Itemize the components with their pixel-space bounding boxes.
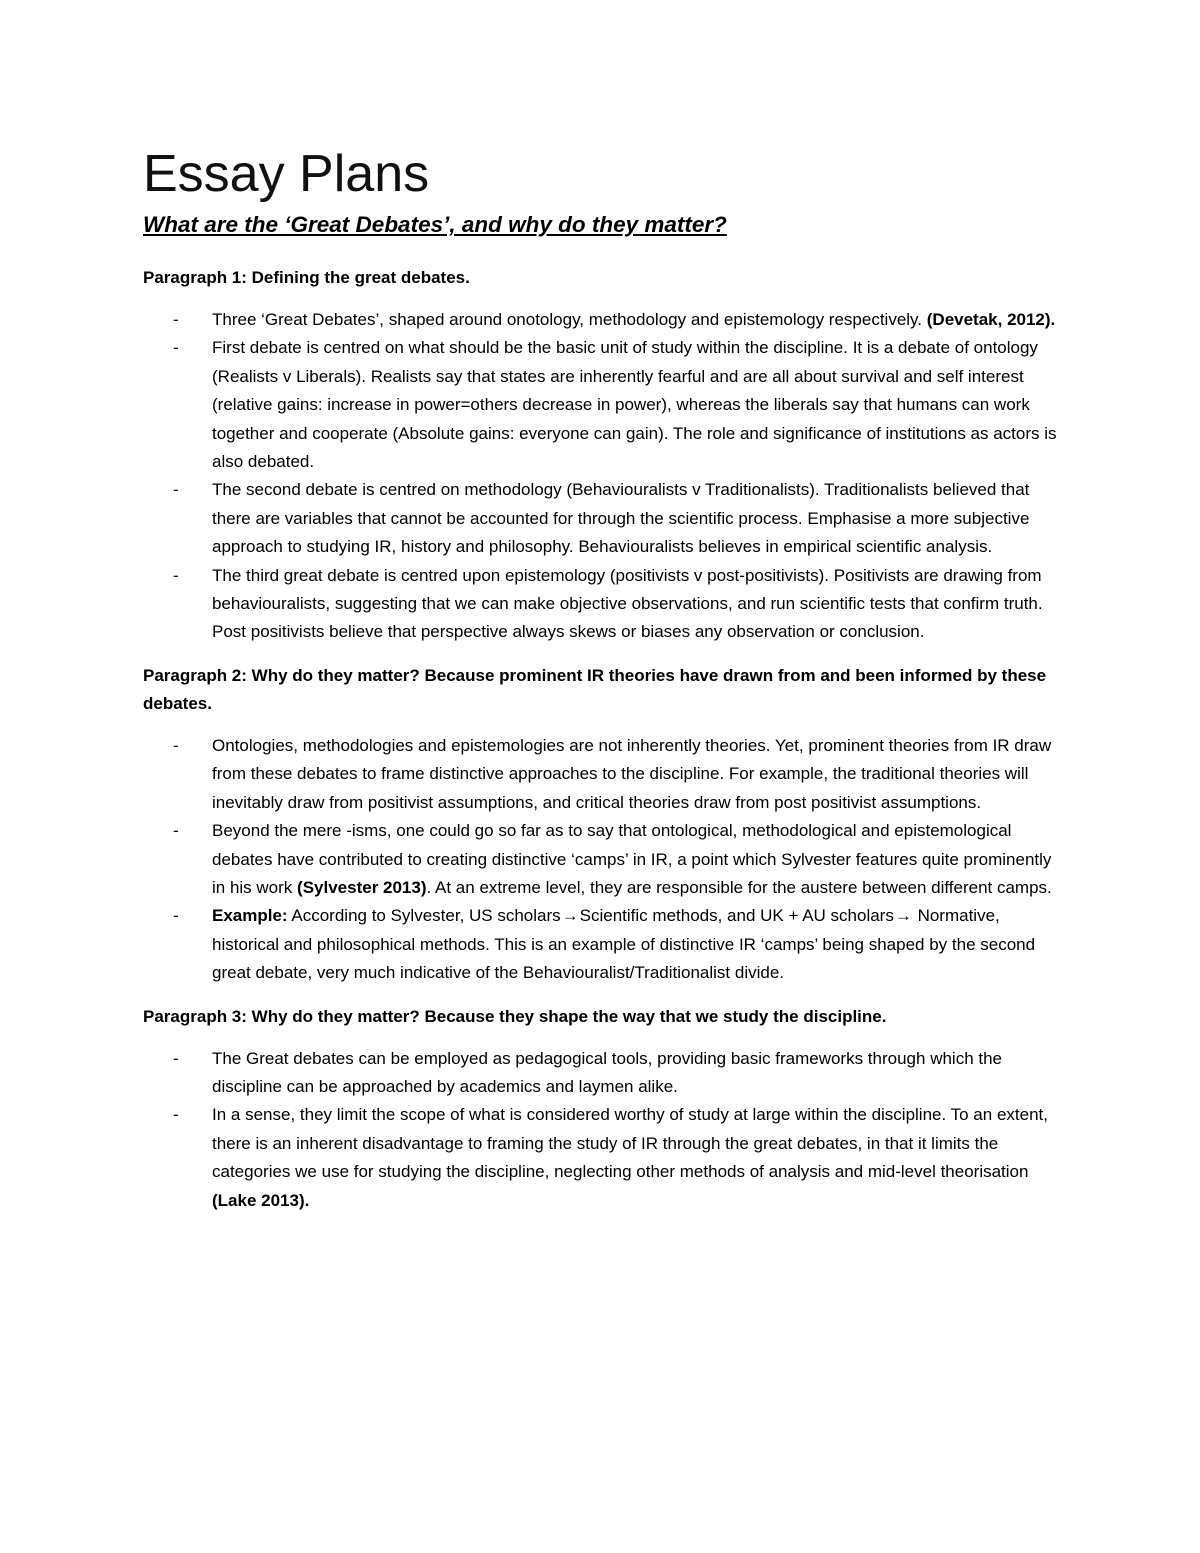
citation: (Lake 2013). <box>212 1190 310 1210</box>
paragraph-1-bullets <box>143 306 1063 647</box>
bullet-dash: - <box>173 565 179 585</box>
bullet-dash: - <box>173 338 179 358</box>
list-item <box>143 817 1063 902</box>
list-item <box>143 1101 1063 1215</box>
right-arrow-icon: → <box>561 906 579 926</box>
bullet-text: . At an extreme level, they are responsible for the austere between different camps. <box>426 877 1052 897</box>
list-item <box>143 476 1063 561</box>
bullet-dash: - <box>173 821 179 841</box>
paragraph-2-bullets <box>143 732 1063 988</box>
bullet-dash: - <box>173 310 179 329</box>
bullet-text: Beyond the mere -isms, one could go so far as to say that ontological, methodological and epistemological debates have contributed to creating distinctive ‘camps’ in IR, a point which Sylvester features quite prominently in his work <box>212 821 1052 897</box>
bullet-text: Three ‘Great Debates’, shaped around onotology, methodology and epistemology respectively. <box>212 310 927 329</box>
bullet-text: First debate is centred on what should be the basic unit of study within the discipline. It is a debate of ontology (Realists v Liberals). Realists say that states are inherently fearful and are all about survival and self interest (relative gains: increase in power=others decrease in power), whereas the liberals say that humans can work together and cooperate (Absolute gains: everyone can gain). The role and significance of institutions as actors is also debated. <box>212 338 1057 472</box>
bullet-text: The second debate is centred on methodology (Behaviouralists v Traditionalists). Traditionalists believed that there are variables that cannot be accounted for through the scientific process. Emphasise a more subjective approach to studying IR, history and philosophy. Behaviouralists believes in empirical scientific analysis. <box>212 480 1030 557</box>
bullet-text: Ontologies, methodologies and epistemologies are not inherently theories. Yet, prominent theories from IR draw from these debates to frame distinctive approaches to the discipline. For example, the traditional theories will inevitably draw from positivist assumptions, and critical theories draw from post positivist assumptions. <box>212 735 1052 812</box>
document-page <box>143 140 1063 1215</box>
bullet-dash: - <box>173 735 179 755</box>
bullet-dash: - <box>173 906 179 926</box>
right-arrow-icon: → <box>894 906 912 926</box>
bullet-text: The third great debate is centred upon epistemology (positivists v post-positivists). Positivists are drawing from behaviouralists, suggesting that we can make objective observations, and run scientific tests that confirm truth. Post positivists believe that perspective always skews or biases any observation or conclusion. <box>212 565 1043 642</box>
list-item <box>143 732 1063 817</box>
bullet-text: According to Sylvester, US scholars <box>287 906 561 926</box>
document-title: Essay Plans <box>143 145 430 203</box>
bullet-dash: - <box>173 1048 179 1068</box>
list-item <box>143 334 1063 476</box>
bullet-dash: - <box>173 1105 179 1125</box>
citation: (Sylvester 2013) <box>297 877 427 897</box>
essay-question: What are the ‘Great Debates’, and why do they matter? <box>143 212 727 237</box>
paragraph-3-bullets <box>143 1045 1063 1215</box>
paragraph-2-heading: Paragraph 2: Why do they matter? Because prominent IR theories have drawn from and been informed by these debates. <box>143 665 1047 713</box>
bullet-text: In a sense, they limit the scope of what is considered worthy of study at large within the discipline. To an extent, there is an inherent disadvantage to framing the study of IR through the great debates, in that it limits the categories we use for studying the discipline, neglecting other methods of analysis and mid-level theorisation <box>212 1105 1048 1182</box>
example-label: Example: <box>212 906 288 926</box>
paragraph-1-heading: Paragraph 1: Defining the great debates. <box>143 268 470 287</box>
bullet-text: Scientific methods, and UK + AU scholars <box>579 906 894 926</box>
bullet-text: The Great debates can be employed as pedagogical tools, providing basic frameworks through which the discipline can be approached by academics and laymen alike. <box>212 1048 1003 1096</box>
citation: (Devetak, 2012). <box>926 310 1056 329</box>
list-item <box>143 902 1063 987</box>
list-item <box>143 306 1063 334</box>
bullet-dash: - <box>173 480 179 500</box>
list-item <box>143 562 1063 647</box>
paragraph-3-heading: Paragraph 3: Why do they matter? Because they shape the way that we study the discipline. <box>143 1006 887 1026</box>
list-item <box>143 1045 1063 1102</box>
bullet-text: Normative, historical and philosophical methods. This is an example of distinctive IR ‘camps’ being shaped by the second great debate, very much indicative of the Behaviouralist/Traditionalist divide. <box>212 906 1036 983</box>
